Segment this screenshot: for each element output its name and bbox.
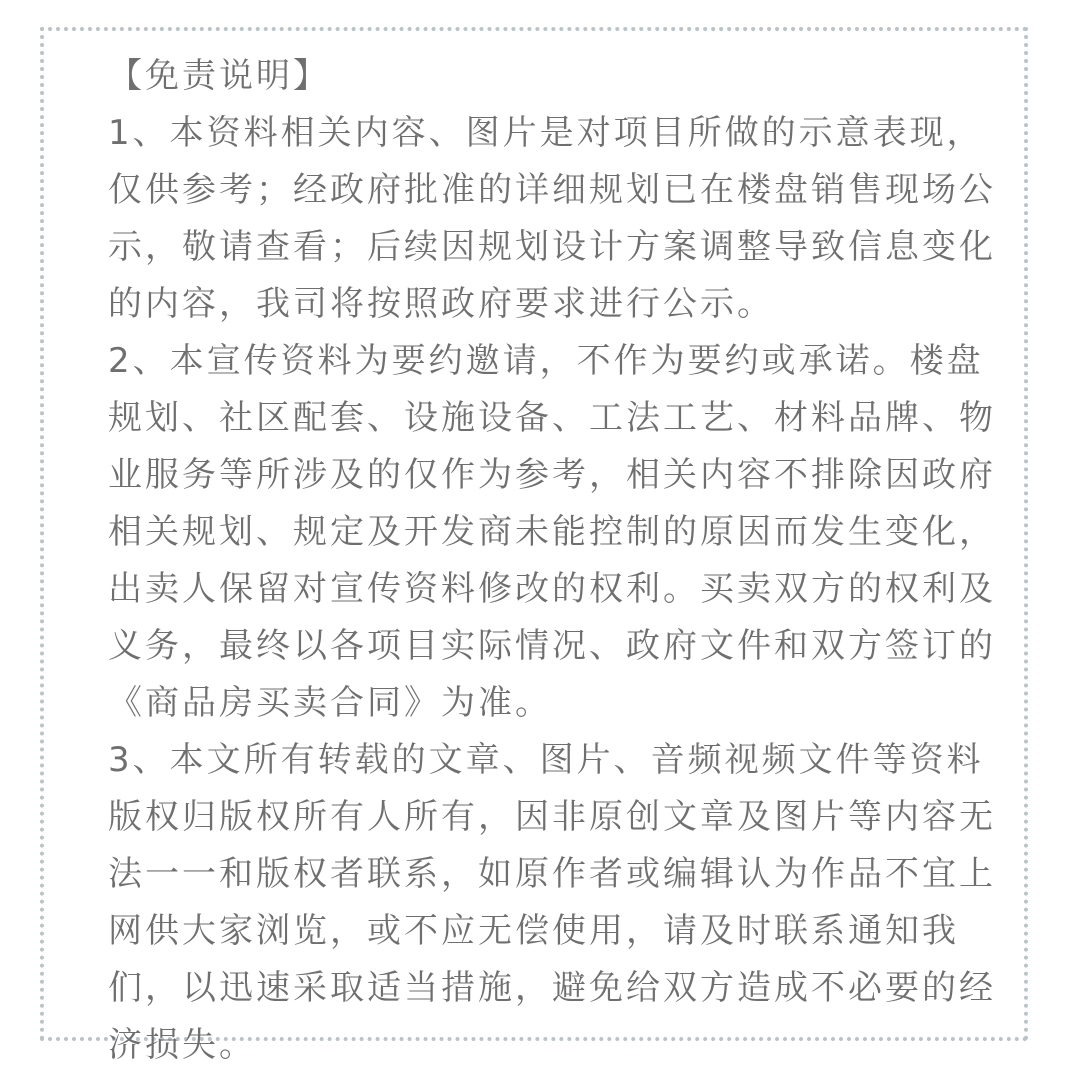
disclaimer-line: 示，敬请查看；后续因规划设计方案调整导致信息变化 (108, 227, 996, 267)
disclaimer-text-block (108, 48, 996, 1074)
disclaimer-line: 规划、社区配套、设施设备、工法工艺、材料品牌、物 (108, 398, 996, 438)
disclaimer-line: 业服务等所涉及的仅作为参考，相关内容不排除因政府 (108, 455, 996, 495)
disclaimer-line: 义务，最终以各项目实际情况、政府文件和双方签订的 (108, 626, 996, 666)
disclaimer-line: 济损失。 (108, 1025, 256, 1065)
disclaimer-line: 相关规划、规定及开发商未能控制的原因而发生变化， (108, 512, 996, 552)
disclaimer-line: 1、本资料相关内容、图片是对项目所做的示意表现， (108, 113, 984, 153)
disclaimer-heading: 【免责说明】 (108, 56, 330, 96)
disclaimer-line: 出卖人保留对宣传资料修改的权利。买卖双方的权利及 (108, 569, 996, 609)
disclaimer-line: 们，以迅速采取适当措施，避免给双方造成不必要的经 (108, 968, 996, 1008)
disclaimer-line: 2、本宣传资料为要约邀请，不作为要约或承诺。楼盘 (108, 341, 984, 381)
disclaimer-line: 法一一和版权者联系，如原作者或编辑认为作品不宜上 (108, 854, 996, 894)
disclaimer-line: 3、本文所有转载的文章、图片、音频视频文件等资料 (108, 740, 984, 780)
disclaimer-line: 的内容，我司将按照政府要求进行公示。 (108, 284, 774, 324)
disclaimer-line: 网供大家浏览，或不应无偿使用，请及时联系通知我 (108, 911, 959, 951)
disclaimer-line: 《商品房买卖合同》为准。 (108, 683, 552, 723)
disclaimer-line: 仅供参考；经政府批准的详细规划已在楼盘销售现场公 (108, 170, 996, 210)
disclaimer-line: 版权归版权所有人所有，因非原创文章及图片等内容无 (108, 797, 996, 837)
